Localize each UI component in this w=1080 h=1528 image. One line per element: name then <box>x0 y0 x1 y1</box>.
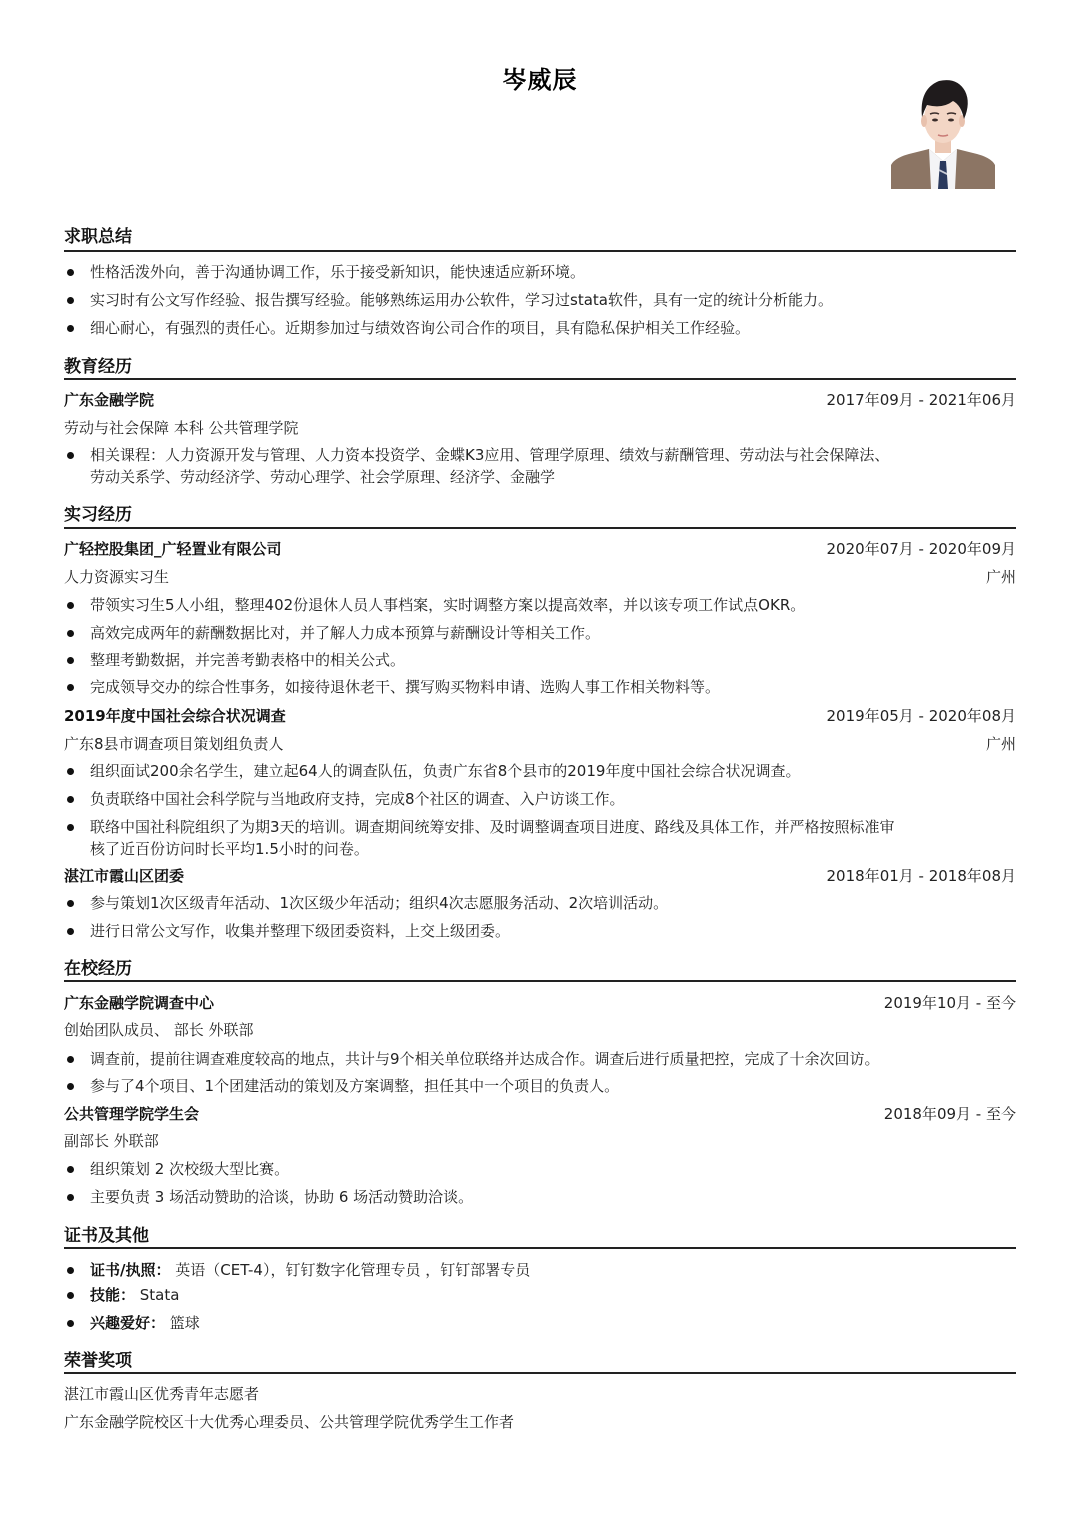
bullet-icon <box>67 768 74 775</box>
cert-value: Stata <box>135 1286 180 1304</box>
entry-bullet: 主要负责 3 场活动赞助的洽谈，协助 6 场活动赞助洽谈。 <box>90 1188 474 1206</box>
section-divider <box>64 1372 1016 1374</box>
section-divider <box>64 527 1016 529</box>
entry-bullet: 组织策划 2 次校级大型比赛。 <box>90 1160 290 1178</box>
section-divider <box>64 250 1016 252</box>
bullet-icon <box>67 1267 74 1274</box>
org-name: 广东金融学院调查中心 <box>64 994 215 1012</box>
bullet-icon <box>67 657 74 664</box>
cert-value: 英语（CET-4），钉钉数字化管理专员 ，钉钉部署专员 <box>170 1261 531 1279</box>
role: 创始团队成员、 部长 外联部 <box>64 1021 254 1039</box>
summary-item: 细心耐心，有强烈的责任心。近期参加过与绩效咨询公司合作的项目，具有隐私保护相关工作经验。 <box>90 319 751 337</box>
role: 人力资源实习生 <box>64 568 170 586</box>
bullet-icon <box>67 452 74 459</box>
bullet-icon <box>67 824 74 831</box>
education-date: 2017年09月 - 2021年06月 <box>826 391 1016 409</box>
courses-line: 相关课程：人力资源开发与管理、人力资本投资学、金蝶K3应用、管理学原理、绩效与薪酬管理、劳动法与社会保障法、 <box>90 446 890 464</box>
bullet-icon <box>67 900 74 907</box>
section-title-education: 教育经历 <box>64 357 132 377</box>
role: 副部长 外联部 <box>64 1132 159 1150</box>
bullet-icon <box>67 928 74 935</box>
bullet-icon <box>67 325 74 332</box>
bullet-icon <box>67 1083 74 1090</box>
entry-date: 2019年05月 - 2020年08月 <box>826 707 1016 725</box>
section-title-internship: 实习经历 <box>64 505 132 525</box>
candidate-name: 岑威辰 <box>502 66 578 94</box>
bullet-icon <box>67 1166 74 1173</box>
bullet-icon <box>67 1194 74 1201</box>
bullet-icon <box>67 684 74 691</box>
entry-bullet: 调查前，提前往调查难度较高的地点，共计与9个相关单位联络并达成合作。调查后进行质量把控，完成了十余次回访。 <box>90 1050 880 1068</box>
entry-bullet: 进行日常公文写作，收集并整理下级团委资料，上交上级团委。 <box>90 922 511 940</box>
cert-item <box>90 1311 200 1335</box>
courses-line: 劳动关系学、劳动经济学、劳动心理学、社会学原理、经济学、金融学 <box>90 468 556 486</box>
section-title-summary: 求职总结 <box>64 227 132 247</box>
role: 广东8县市调查项目策划组负责人 <box>64 735 284 753</box>
honor-item: 湛江市霞山区优秀青年志愿者 <box>64 1385 260 1403</box>
org-name: 2019年度中国社会综合状况调查 <box>64 707 286 725</box>
cert-item <box>90 1258 530 1282</box>
bullet-icon <box>67 1320 74 1327</box>
city: 广州 <box>985 568 1016 586</box>
bullet-icon <box>67 630 74 637</box>
portrait-photo-icon <box>891 69 995 189</box>
summary-item: 实习时有公文写作经验、报告撰写经验。能够熟练运用办公软件，学习过stata软件，具有一定的统计分析能力。 <box>90 291 833 309</box>
cert-label: 证书/执照： <box>90 1261 171 1279</box>
org-name: 湛江市霞山区团委 <box>64 867 185 885</box>
entry-bullet: 参与了4个项目、1个团建活动的策划及方案调整，担任其中一个项目的负责人。 <box>90 1077 620 1095</box>
section-divider <box>64 378 1016 380</box>
section-divider <box>64 980 1016 982</box>
city: 广州 <box>985 735 1016 753</box>
section-divider <box>64 1247 1016 1249</box>
section-title-campus: 在校经历 <box>64 959 132 979</box>
portrait-photo <box>891 69 995 189</box>
cert-item <box>90 1283 179 1307</box>
entry-date: 2020年07月 - 2020年09月 <box>826 540 1016 558</box>
entry-bullet: 完成领导交办的综合性事务，如接待退休老干、撰写购买物料申请、选购人事工作相关物料等。 <box>90 678 721 696</box>
entry-bullet: 整理考勤数据，并完善考勤表格中的相关公式。 <box>90 651 406 669</box>
org-name: 广轻控股集团_广轻置业有限公司 <box>64 540 282 558</box>
entry-bullet: 高效完成两年的薪酬数据比对，并了解人力成本预算与薪酬设计等相关工作。 <box>90 624 601 642</box>
entry-bullet: 带领实习生5人小组，整理402份退休人员人事档案，实时调整方案以提高效率，并以该专项工作试点OKR。 <box>90 596 806 614</box>
entry-bullet: 组织面试200余名学生，建立起64人的调查队伍，负责广东省8个县市的2019年度中国社会综合状况调查。 <box>90 762 801 780</box>
bullet-icon <box>67 1056 74 1063</box>
summary-item: 性格活泼外向，善于沟通协调工作，乐于接受新知识，能快速适应新环境。 <box>90 263 586 281</box>
entry-date: 2018年09月 - 至今 <box>883 1105 1016 1123</box>
bullet-icon <box>67 269 74 276</box>
entry-bullet: 参与策划1次区级青年活动、1次区级少年活动；组织4次志愿服务活动、2次培训活动。 <box>90 894 669 912</box>
entry-bullet: 联络中国社科院组织了为期3天的培训。调查期间统筹安排、及时调整调查项目进度、路线及具体工作，并严格按照标准审 <box>90 818 895 836</box>
bullet-icon <box>67 297 74 304</box>
section-title-honors: 荣誉奖项 <box>64 1351 132 1371</box>
school-name: 广东金融学院 <box>64 391 155 409</box>
honor-item: 广东金融学院校区十大优秀心理委员、公共管理学院优秀学生工作者 <box>64 1413 515 1431</box>
entry-date: 2019年10月 - 至今 <box>883 994 1016 1012</box>
entry-date: 2018年01月 - 2018年08月 <box>826 867 1016 885</box>
cert-label: 技能： <box>90 1286 136 1304</box>
section-title-certs: 证书及其他 <box>64 1226 149 1246</box>
cert-label: 兴趣爱好： <box>90 1314 166 1332</box>
bullet-icon <box>67 602 74 609</box>
entry-bullet-continuation: 核了近百份访问时长平均1.5小时的问卷。 <box>90 840 369 858</box>
bullet-icon <box>67 796 74 803</box>
entry-bullet: 负责联络中国社会科学院与当地政府支持，完成8个社区的调查、入户访谈工作。 <box>90 790 625 808</box>
org-name: 公共管理学院学生会 <box>64 1105 200 1123</box>
bullet-icon <box>67 1292 74 1299</box>
cert-value: 篮球 <box>165 1314 200 1332</box>
education-major: 劳动与社会保障 本科 公共管理学院 <box>64 419 299 437</box>
